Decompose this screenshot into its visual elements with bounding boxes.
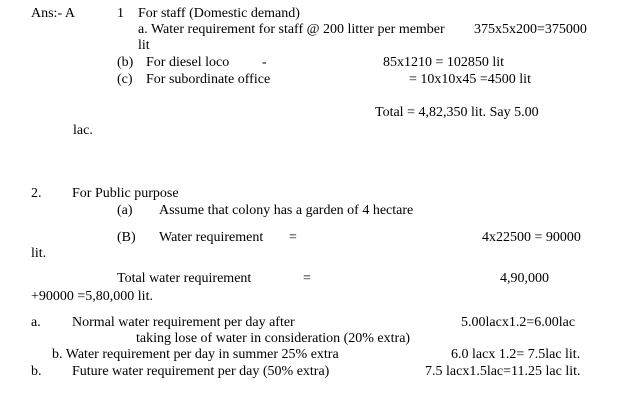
future-requirement-text: Future water requirement per day (50% extra) [72,364,330,379]
public-water-label: Water requirement [159,230,264,245]
garden-assumption: Assume that colony has a garden of 4 hectare [159,203,414,218]
public-water-calc: 4x22500 = 90000 [482,230,581,245]
future-requirement-calc: 7.5 lacx1.5lac=11.25 lac lit. [425,364,581,379]
summer-requirement-text: b. Water requirement per day in summer 25% extra [52,347,339,362]
diesel-loco-label: For diesel loco [146,55,230,70]
diesel-loco-dash: - [262,55,267,70]
section-2-number: 2. [31,186,42,201]
future-requirement-marker: b. [31,364,42,379]
section-2-heading: For Public purpose [72,186,179,201]
section-1-total: Total = 4,82,350 lit. Say 5.00 [375,105,539,120]
staff-requirement-text: a. Water requirement for staff @ 200 litter per member [138,22,445,37]
total-water-equals: = [303,271,311,286]
normal-requirement-continuation: taking lose of water in consideration (20% extra) [136,331,411,346]
public-water-unit: lit. [31,246,47,261]
section-1-number: 1 [117,6,124,21]
subordinate-office-calc: = 10x10x45 =4500 lit [409,72,531,87]
total-water-label: Total water requirement [117,271,252,286]
summer-requirement-calc: 6.0 lacx 1.2= 7.5lac lit. [451,347,581,362]
subordinate-office-marker: (c) [117,72,133,87]
diesel-loco-calc: 85x1210 = 102850 lit [383,55,505,70]
garden-marker: (a) [117,203,133,218]
section-1-heading: For staff (Domestic demand) [138,6,300,21]
total-water-value: 4,90,000 [500,271,549,286]
staff-requirement-unit: lit [138,38,150,53]
public-water-marker: (B) [117,230,136,245]
normal-requirement-marker: a. [31,315,41,330]
diesel-loco-marker: (b) [117,55,134,70]
total-water-continuation: +90000 =5,80,000 lit. [31,289,153,304]
answer-label: Ans:- A [31,6,75,21]
section-1-total-continuation: lac. [73,123,93,138]
subordinate-office-label: For subordinate office [146,72,271,87]
normal-requirement-text: Normal water requirement per day after [72,315,295,330]
staff-requirement-calc: 375x5x200=375000 [474,22,587,37]
normal-requirement-calc: 5.00lacx1.2=6.00lac [461,315,576,330]
public-water-equals: = [289,230,297,245]
